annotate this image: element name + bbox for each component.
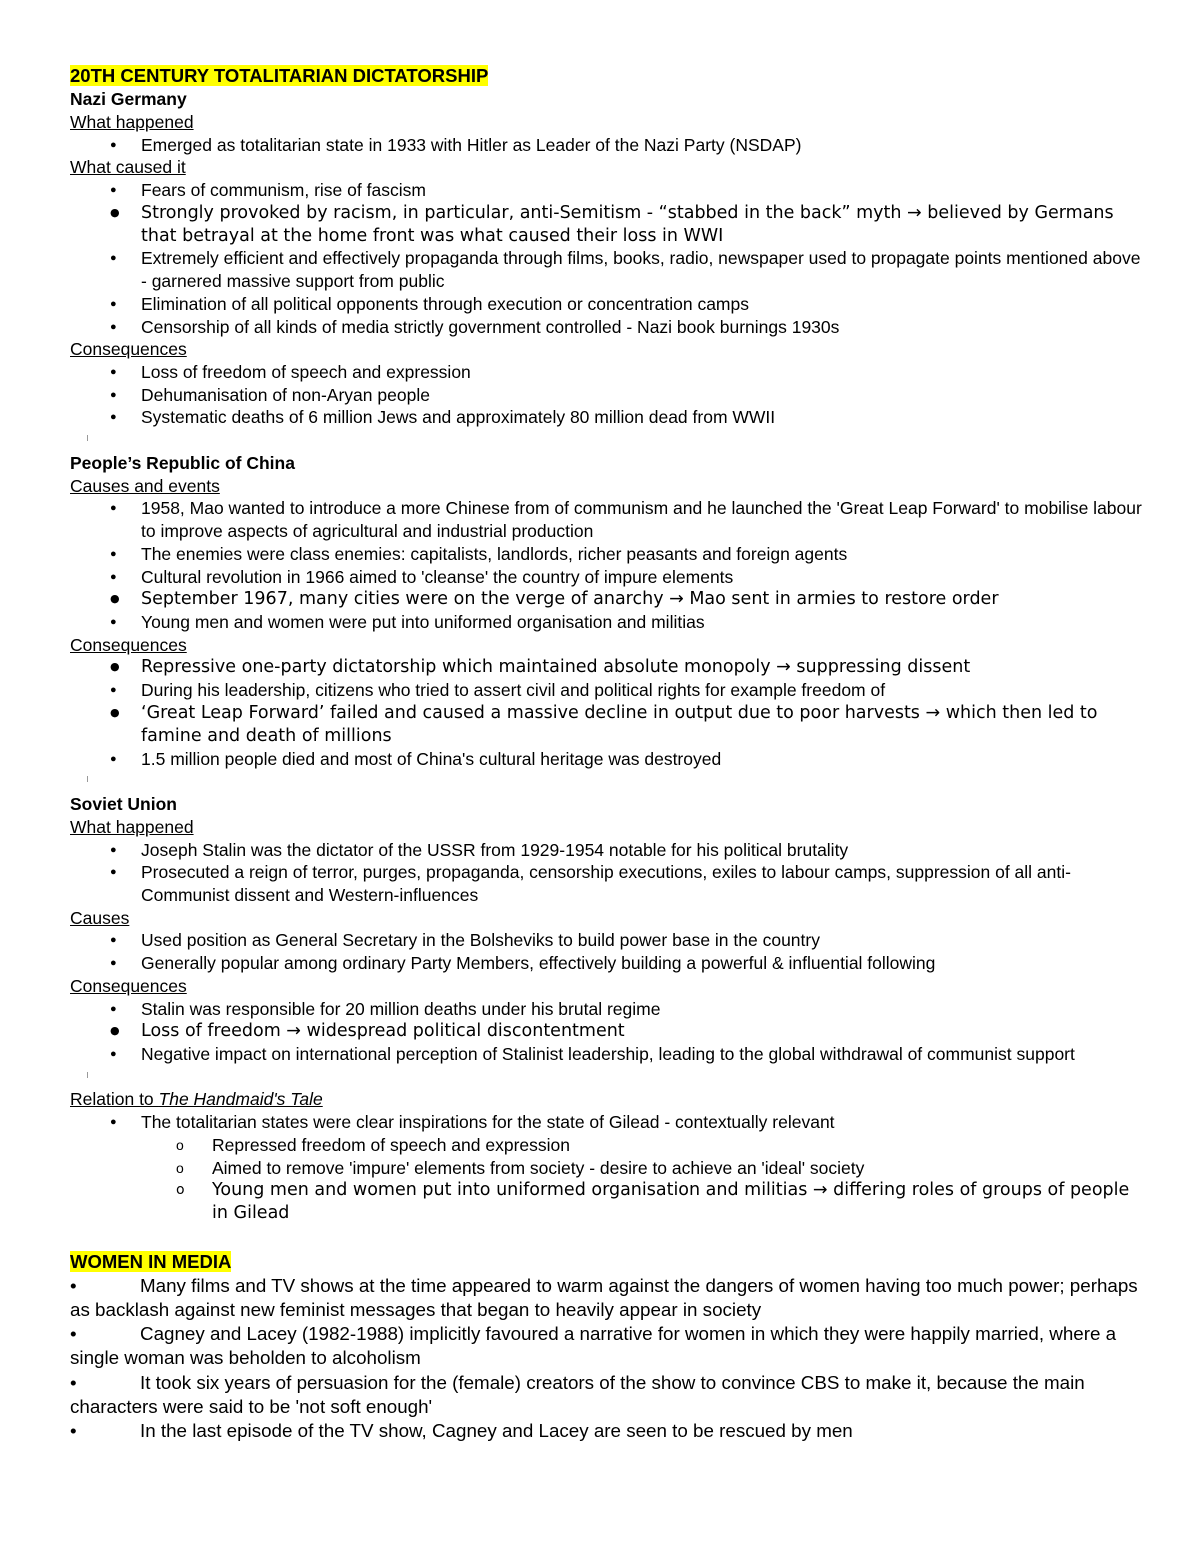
women-heading-row — [70, 1250, 1150, 1274]
list-item: ● Prosecuted a reign of terror, purges, propaganda, censorship executions, exiles to labour camps, suppression of all anti-Communist dissent and Western-influences — [70, 861, 1150, 906]
bullet-glyph: • — [70, 1323, 77, 1345]
nazi-what-list — [70, 134, 1150, 157]
list-item: ● The enemies were class enemies: capitalists, landlords, richer peasants and foreign agents — [70, 543, 1150, 566]
paragraph-item — [70, 1371, 1150, 1420]
list-item: ● Cultural revolution in 1966 aimed to 'cleanse' the country of impure elements — [70, 566, 1150, 589]
relation-label-prefix: Relation to — [70, 1089, 159, 1110]
label-causes-events: Causes and events — [70, 475, 220, 496]
china-consequences-list — [70, 656, 1150, 770]
list-item: ● During his leadership, citizens who tried to assert civil and political rights for example freedom of — [70, 679, 1150, 702]
list-item: ● Strongly provoked by racism, in particular, anti-Semitism - “stabbed in the back” myth → believed by Germans that betrayal at the home front was what caused their loss in WWI — [70, 202, 1150, 248]
list-subitem: o Repressed freedom of speech and expression — [70, 1134, 1150, 1157]
document-title: 20TH CENTURY TOTALITARIAN DICTATORSHIP — [70, 65, 489, 86]
soviet-consequences-list — [70, 998, 1150, 1066]
paragraph-text: Many films and TV shows at the time appeared to warm against the dangers of women having too much power; perhaps as backlash against new feminist messages that began to heavily appear in society — [70, 1274, 1138, 1320]
relation-label-title: The Handmaid's Tale — [158, 1089, 323, 1110]
document-title-row — [70, 64, 1150, 88]
list-item: ● Fears of communism, rise of fascism — [70, 179, 1150, 202]
list-item: ● Joseph Stalin was the dictator of the USSR from 1929-1954 notable for his political brutality — [70, 839, 1150, 862]
paragraph-item — [70, 1322, 1150, 1371]
list-subitem: o Aimed to remove 'impure' elements from society - desire to achieve an 'ideal' society — [70, 1157, 1150, 1180]
list-item: ● Extremely efficient and effectively propaganda through films, books, radio, newspaper used to propagate points mentioned above - garnered massive support from public — [70, 247, 1150, 292]
list-item: ● Loss of freedom → widespread political discontentment — [70, 1020, 1150, 1043]
bullet-glyph: • — [70, 1420, 77, 1442]
list-item: ● Young men and women were put into uniformed organisation and militias — [70, 611, 1150, 634]
list-item: ● September 1967, many cities were on the verge of anarchy → Mao sent in armies to restore order — [70, 588, 1150, 611]
paragraph-text: In the last episode of the TV show, Cagney and Lacey are seen to be rescued by men — [140, 1420, 853, 1442]
section-heading-nazi: Nazi Germany — [70, 89, 187, 109]
section-heading-china: People’s Republic of China — [70, 452, 295, 473]
paragraph-text: Cagney and Lacey (1982-1988) implicitly favoured a narrative for women in which they were happily married, where a single woman was beholden to alcoholism — [70, 1323, 1117, 1369]
paragraph-item — [70, 1419, 1150, 1443]
list-item: ● Elimination of all political opponents through execution or concentration camps — [70, 293, 1150, 316]
label-what-happened: What happened — [70, 112, 194, 132]
list-item: ● Repressive one-party dictatorship which maintained absolute monopoly → suppressing dissent — [70, 656, 1150, 679]
section-heading-soviet: Soviet Union — [70, 793, 177, 814]
empty-line — [70, 1066, 1150, 1089]
section-heading-women: WOMEN IN MEDIA — [70, 1250, 232, 1272]
list-item: ● Generally popular among ordinary Party Members, effectively building a powerful & influential following — [70, 952, 1150, 975]
list-item: ● 1958, Mao wanted to introduce a more Chinese from of communism and he launched the 'Great Leap Forward' to mobilise labour to improve aspects of agricultural and industrial production — [70, 497, 1150, 542]
label-consequences: Consequences — [70, 339, 187, 360]
soviet-what-list — [70, 839, 1150, 907]
paragraph-text: It took six years of persuasion for the (female) creators of the show to convince CBS to make it, because the main characters were said to be 'not soft enough' — [70, 1371, 1085, 1418]
empty-line — [70, 1225, 1150, 1248]
list-subitem: o Young men and women put into uniformed organisation and militias → differing roles of groups of people in Gilead — [70, 1179, 1150, 1225]
list-item: ● Stalin was responsible for 20 million deaths under his brutal regime — [70, 998, 1150, 1021]
empty-line — [70, 429, 1150, 452]
list-item: ● ‘Great Leap Forward’ failed and caused a massive decline in output due to poor harvests → which then led to famine and death of millions — [70, 702, 1150, 748]
paragraph-item — [70, 1274, 1150, 1323]
nazi-consequences-list — [70, 361, 1150, 429]
relation-list — [70, 1111, 1150, 1225]
label-consequences: Consequences — [70, 975, 187, 996]
china-causes-list — [70, 497, 1150, 633]
label-causes: Causes — [70, 907, 130, 928]
list-item: ● Loss of freedom of speech and expression — [70, 361, 1150, 384]
list-item: ● Negative impact on international perception of Stalinist leadership, leading to the global withdrawal of communist support — [70, 1043, 1150, 1066]
list-item: ● Dehumanisation of non-Aryan people — [70, 384, 1150, 407]
empty-line — [70, 770, 1150, 793]
nazi-causes-list — [70, 179, 1150, 338]
label-what-caused: What caused it — [70, 157, 186, 178]
list-item: ● 1.5 million people died and most of China's cultural heritage was destroyed — [70, 748, 1150, 771]
list-item: ● The totalitarian states were clear inspirations for the state of Gilead - contextually relevant — [70, 1111, 1150, 1134]
soviet-causes-list — [70, 929, 1150, 974]
label-what-happened: What happened — [70, 816, 194, 837]
relation-label — [70, 1088, 323, 1111]
bullet-glyph: • — [70, 1274, 77, 1296]
list-item: ● Emerged as totalitarian state in 1933 with Hitler as Leader of the Nazi Party (NSDAP) — [70, 134, 1150, 157]
label-consequences: Consequences — [70, 634, 187, 655]
list-item: ● Used position as General Secretary in the Bolsheviks to build power base in the country — [70, 929, 1150, 952]
list-item: ● Systematic deaths of 6 million Jews and approximately 80 million dead from WWII — [70, 406, 1150, 429]
list-item: ● Censorship of all kinds of media strictly government controlled - Nazi book burnings 1930s — [70, 316, 1150, 339]
bullet-glyph: • — [70, 1371, 77, 1393]
document-page — [70, 64, 1150, 1444]
